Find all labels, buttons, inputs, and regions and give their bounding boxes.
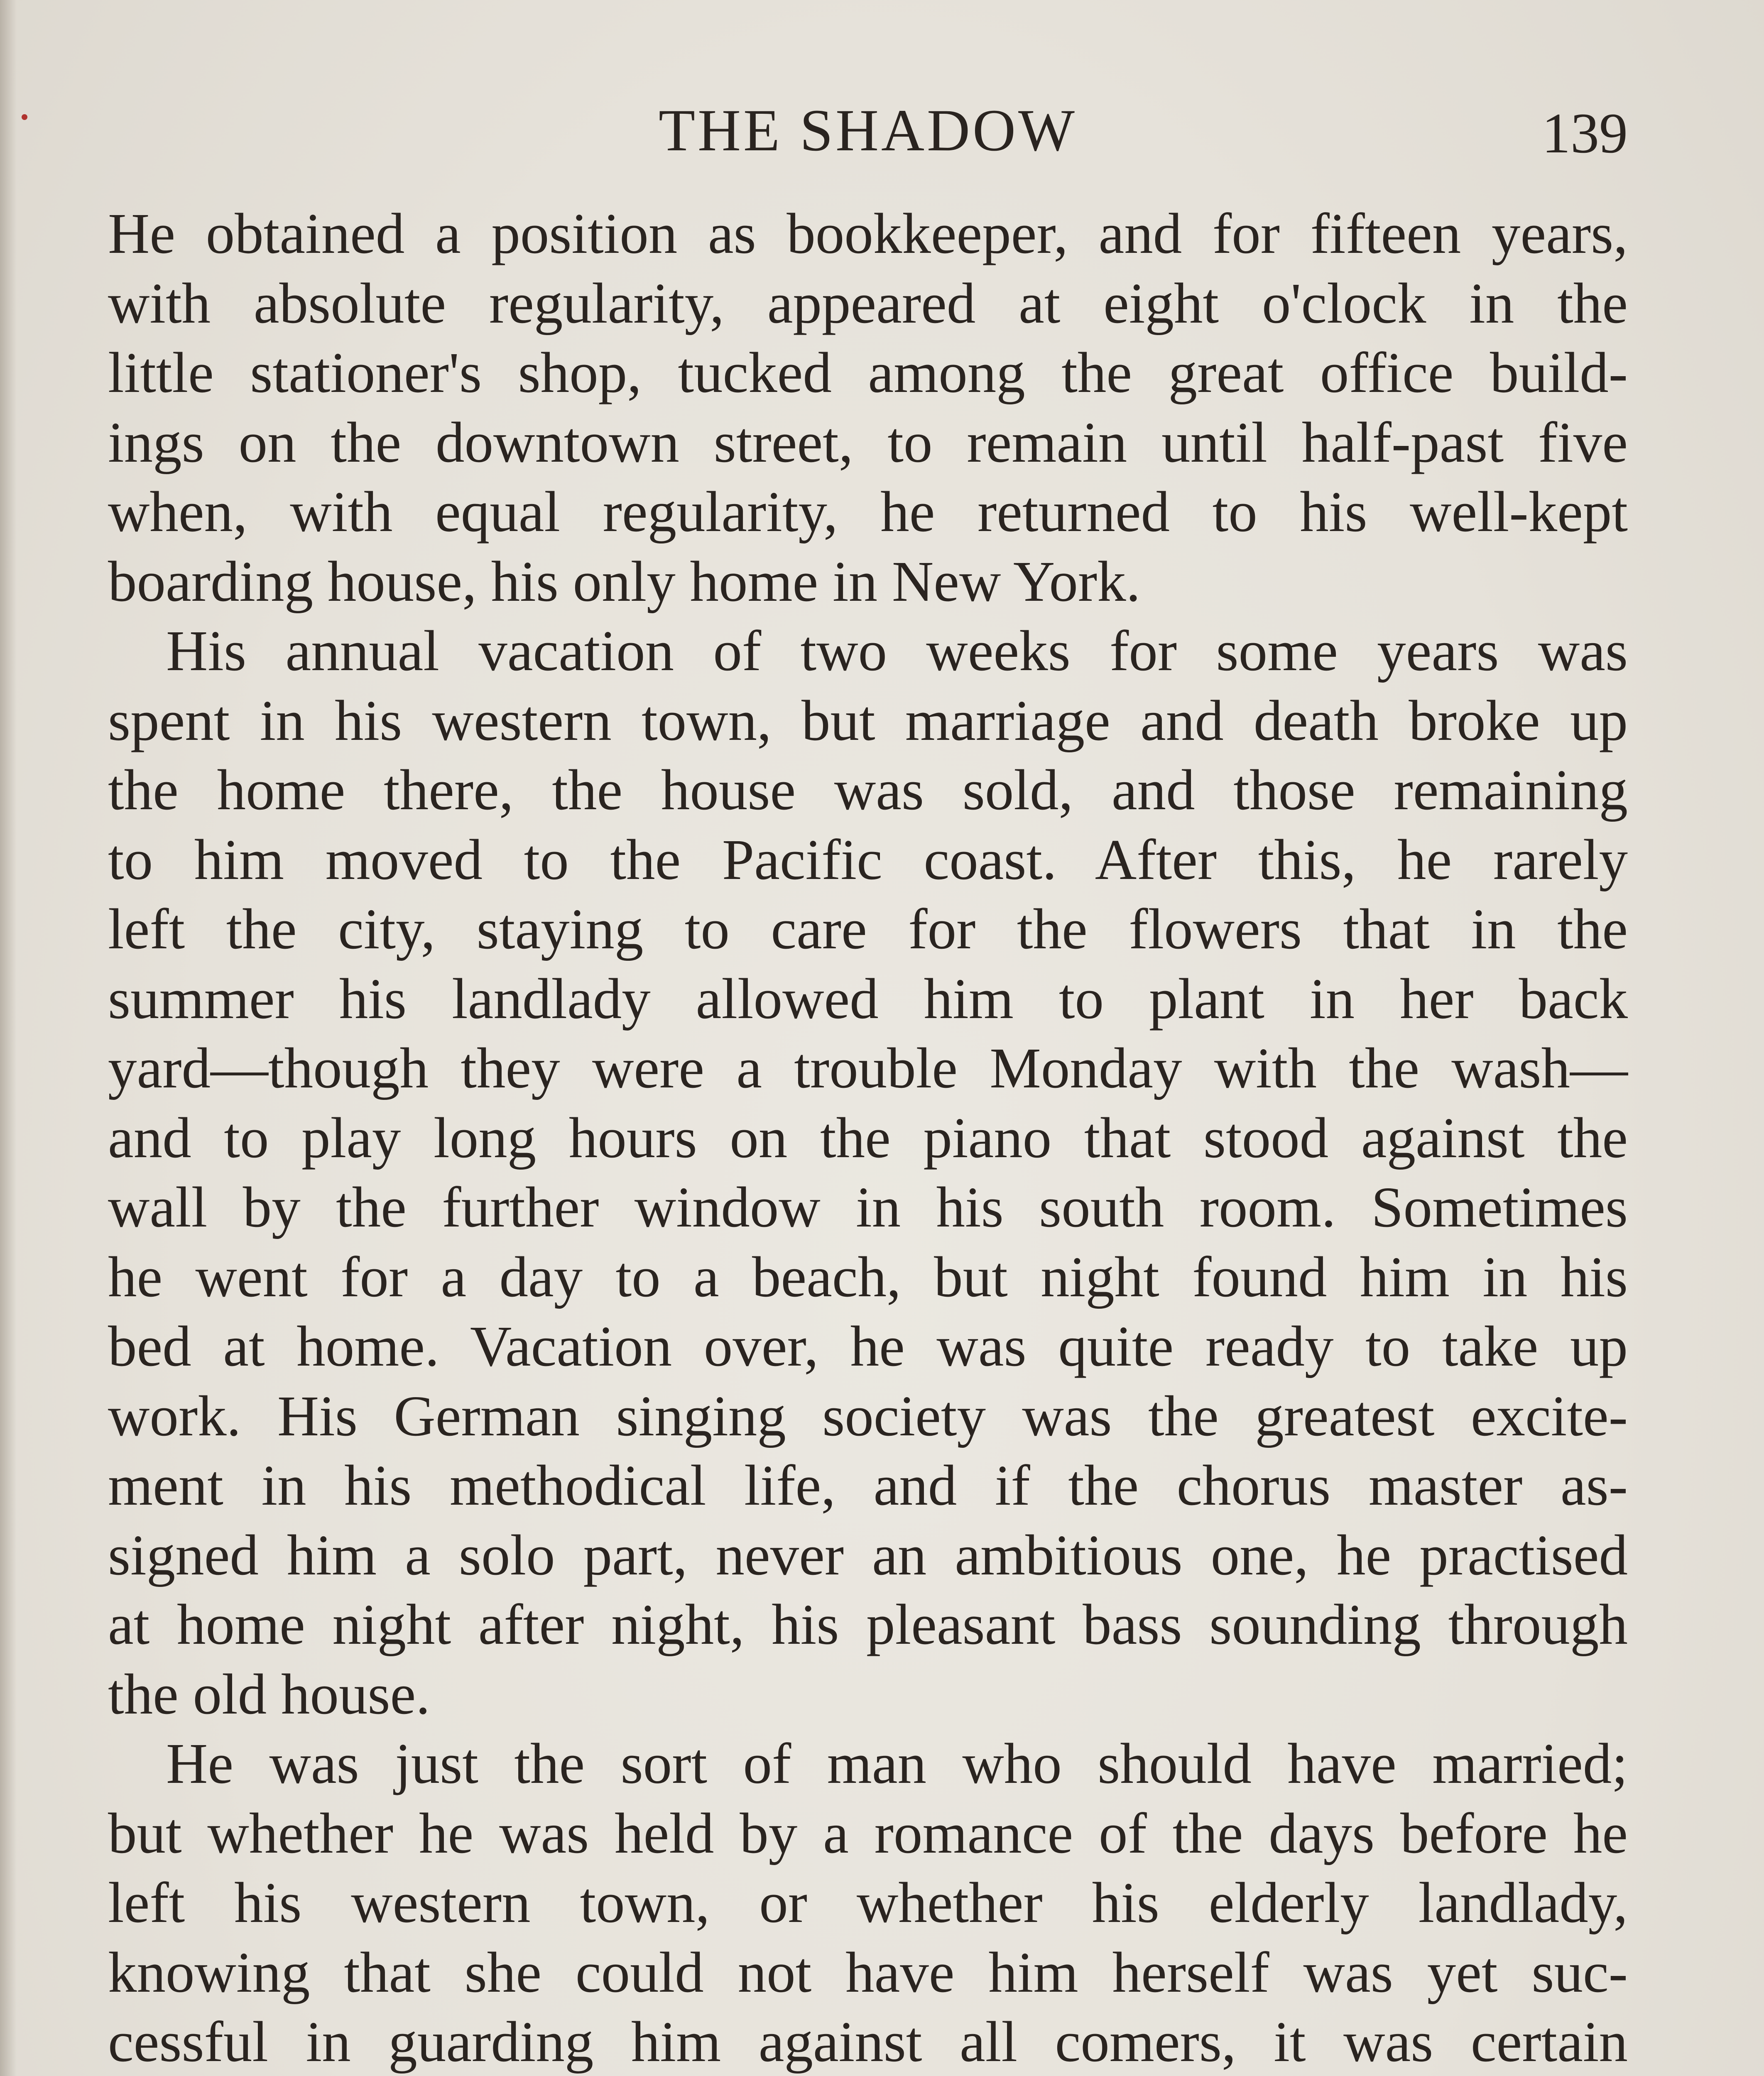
body-text bbox=[108, 199, 1628, 2076]
text-line: ment in his methodical life, and if the chorus master as- bbox=[108, 1454, 1628, 1518]
paragraph bbox=[108, 1729, 1628, 2076]
text-line: wall by the further window in his south room. Sometimes bbox=[108, 1175, 1628, 1239]
text-line: with absolute regularity, appeared at eight o'clock in the bbox=[108, 271, 1628, 335]
text-line: spent in his western town, but marriage and death broke up bbox=[108, 688, 1628, 753]
text-line: the old house. bbox=[108, 1662, 430, 1726]
running-head bbox=[108, 95, 1628, 166]
text-line: at home night after night, his pleasant bass sounding through bbox=[108, 1593, 1628, 1657]
text-line: yard—though they were a trouble Monday with the wash— bbox=[108, 1036, 1628, 1100]
text-line: when, with equal regularity, he returned to his well-kept bbox=[108, 480, 1628, 544]
text-line: little stationer's shop, tucked among the great office build- bbox=[108, 341, 1628, 405]
text-line: left his western town, or whether his elderly landlady, bbox=[108, 1871, 1628, 1935]
text-line: ings on the downtown street, to remain until half-past five bbox=[108, 410, 1628, 475]
text-line: He was just the sort of man who should have married; bbox=[166, 1732, 1628, 1796]
page-number: 139 bbox=[1542, 101, 1628, 165]
paragraph bbox=[108, 199, 1628, 617]
text-line: signed him a solo part, never an ambitious one, he practised bbox=[108, 1523, 1628, 1587]
text-line: summer his landlady allowed him to plant in her back bbox=[108, 967, 1628, 1031]
text-line: he went for a day to a beach, but night found him in his bbox=[108, 1245, 1628, 1309]
gutter-shadow bbox=[0, 0, 17, 2076]
text-line: left the city, staying to care for the flowers that in the bbox=[108, 897, 1628, 961]
text-line: His annual vacation of two weeks for some years was bbox=[166, 619, 1628, 683]
text-line: knowing that she could not have him herself was yet suc- bbox=[108, 1940, 1628, 2005]
text-line: boarding house, his only home in New York. bbox=[108, 549, 1141, 614]
text-line: He obtained a position as bookkeeper, and for fifteen years, bbox=[108, 202, 1628, 266]
text-line: the home there, the house was sold, and those remaining bbox=[108, 758, 1628, 822]
text-line: to him moved to the Pacific coast. After this, he rarely bbox=[108, 827, 1628, 892]
text-line: cessful in guarding him against all comers, it was certain bbox=[108, 2010, 1628, 2074]
paragraph bbox=[108, 617, 1628, 1729]
text-line: work. His German singing society was the greatest excite- bbox=[108, 1384, 1628, 1448]
text-line: but whether he was held by a romance of the days before he bbox=[108, 1801, 1628, 1865]
running-title: THE SHADOW bbox=[659, 98, 1077, 164]
text-line: and to play long hours on the piano that stood against the bbox=[108, 1106, 1628, 1170]
ink-mark bbox=[22, 114, 27, 120]
text-line: bed at home. Vacation over, he was quite ready to take up bbox=[108, 1315, 1628, 1378]
